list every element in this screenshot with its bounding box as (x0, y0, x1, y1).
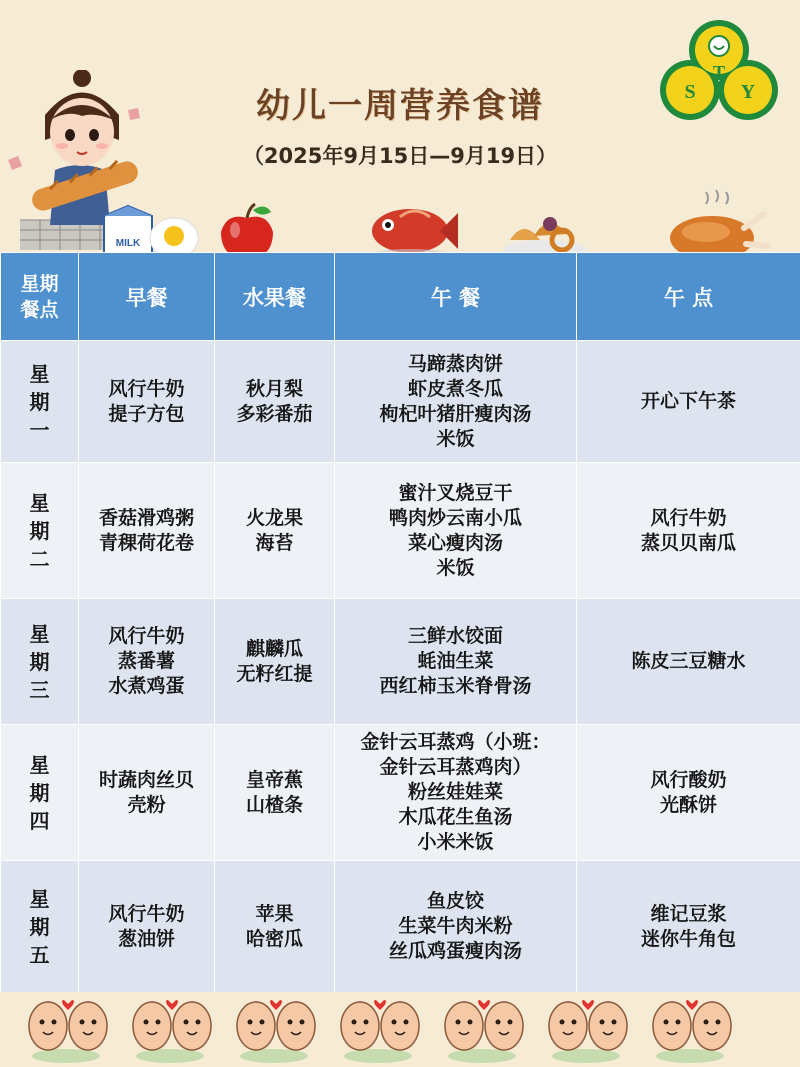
lunch-cell (335, 463, 577, 599)
day-cell (1, 861, 79, 993)
table-header-row (1, 253, 800, 341)
menu-item: 米饭 (436, 556, 475, 579)
menu-item: 菜心瘦肉汤 (407, 531, 503, 554)
day-char: 星 (29, 621, 50, 646)
menu-item: 风行牛奶 (108, 377, 185, 400)
logo-letter-s: S (684, 81, 696, 103)
menu-item: 虾皮煮冬瓜 (407, 377, 503, 400)
menu-item: 开心下午茶 (640, 390, 736, 412)
table-row-tuesday (1, 463, 800, 599)
menu-item: 壳粉 (127, 793, 166, 816)
menu-item: 木瓜花生鱼汤 (398, 806, 513, 828)
menu-item: 小米米饭 (417, 831, 494, 853)
header-fruit: 水果餐 (215, 253, 335, 341)
logo-letter-y: Y (740, 81, 756, 103)
snack-cell (577, 341, 800, 463)
logo-letter-t: T (712, 62, 726, 82)
menu-item: 枸杞叶猪肝瘦肉汤 (379, 402, 532, 425)
menu-item: 多彩番茄 (236, 402, 313, 425)
day-char: 期 (29, 649, 50, 674)
day-char: 期 (29, 518, 50, 543)
day-char: 期 (29, 389, 50, 414)
menu-item: 金针云耳蒸鸡肉） (379, 756, 532, 778)
menu-item: 秋月梨 (245, 377, 303, 400)
menu-item: 金针云耳蒸鸡（小班： (360, 731, 551, 753)
menu-item: 提子方包 (108, 402, 185, 425)
menu-item: 鱼皮饺 (426, 890, 484, 912)
snack-cell (577, 463, 800, 599)
day-cell (1, 341, 79, 463)
menu-item: 丝瓜鸡蛋瘦肉汤 (388, 940, 522, 962)
day-char: 二 (29, 546, 50, 571)
menu-item: 山楂条 (245, 793, 303, 816)
menu-item: 西红柿玉米脊骨汤 (379, 675, 532, 697)
day-char: 星 (29, 752, 50, 777)
menu-item: 皇帝蕉 (245, 768, 303, 791)
header-lunch: 午 餐 (335, 253, 577, 341)
corner-label-day: 星期 (20, 272, 59, 295)
menu-item: 风行牛奶 (108, 625, 185, 647)
menu-item: 风行酸奶 (650, 768, 727, 791)
lunch-cell (335, 725, 577, 861)
menu-item: 蒸贝贝南瓜 (640, 531, 736, 554)
snack-cell (577, 599, 800, 725)
menu-item: 火龙果 (245, 506, 303, 529)
menu-item: 香菇滑鸡粥 (98, 506, 194, 529)
breakfast-cell (79, 861, 215, 993)
table-row-monday (1, 341, 800, 463)
table-row-wednesday (1, 599, 800, 725)
lunch-cell (335, 341, 577, 463)
menu-item: 海苔 (255, 531, 294, 554)
page-title: 幼儿一周营养食谱 (256, 86, 544, 126)
day-char: 期 (29, 914, 50, 939)
lunch-cell (335, 861, 577, 993)
day-char: 五 (29, 942, 50, 967)
fruit-cell (215, 341, 335, 463)
menu-item: 生菜牛肉米粉 (398, 915, 513, 937)
corner-label-meal: 餐点 (20, 298, 59, 321)
day-char: 星 (29, 361, 50, 386)
menu-item: 麒麟瓜 (245, 637, 303, 660)
menu-item: 葱油饼 (117, 927, 175, 950)
day-char: 一 (29, 417, 50, 442)
menu-item: 青稞荷花卷 (98, 531, 194, 554)
fruit-cell (215, 861, 335, 993)
date-range-subtitle: （2025年9月15日—9月19日） (242, 144, 558, 168)
menu-item: 米饭 (436, 427, 475, 450)
menu-item: 三鲜水饺面 (407, 625, 503, 647)
menu-item: 蚝油生菜 (417, 650, 494, 672)
menu-item: 风行牛奶 (108, 902, 185, 925)
menu-item: 粉丝娃娃菜 (407, 781, 503, 803)
menu-item: 迷你牛角包 (640, 927, 736, 950)
snack-cell (577, 725, 800, 861)
day-char: 星 (29, 490, 50, 515)
breakfast-cell (79, 341, 215, 463)
day-char: 三 (29, 677, 50, 702)
header-breakfast: 早餐 (79, 253, 215, 341)
menu-item: 马蹄蒸肉饼 (407, 352, 503, 375)
fruit-cell (215, 725, 335, 861)
snack-cell (577, 861, 800, 993)
menu-item: 陈皮三豆糖水 (631, 650, 746, 672)
menu-item: 哈密瓜 (245, 927, 303, 950)
corner-header (1, 253, 79, 341)
menu-item: 光酥饼 (659, 793, 717, 816)
table-row-thursday (1, 725, 800, 861)
lunch-cell (335, 599, 577, 725)
menu-item: 鸭肉炒云南小瓜 (388, 506, 522, 529)
day-cell (1, 599, 79, 725)
menu-item: 水煮鸡蛋 (108, 675, 185, 697)
fruit-cell (215, 599, 335, 725)
breakfast-cell (79, 599, 215, 725)
breakfast-cell (79, 463, 215, 599)
day-char: 期 (29, 780, 50, 805)
day-char: 星 (29, 886, 50, 911)
header-snack: 午 点 (577, 253, 800, 341)
menu-item: 蒸番薯 (117, 650, 175, 672)
day-cell (1, 463, 79, 599)
day-cell (1, 725, 79, 861)
breakfast-cell (79, 725, 215, 861)
day-char: 四 (29, 808, 50, 833)
weekly-menu-table (0, 252, 800, 993)
menu-item: 风行牛奶 (650, 506, 727, 529)
menu-item: 时蔬肉丝贝 (98, 768, 194, 791)
table-row-friday (1, 861, 800, 993)
menu-item: 蜜汁叉烧豆干 (398, 481, 513, 504)
menu-item: 维记豆浆 (650, 902, 727, 925)
menu-item: 苹果 (255, 902, 294, 925)
svg-text:MILK: MILK (115, 238, 141, 249)
egg-characters-border (0, 992, 800, 1067)
fruit-cell (215, 463, 335, 599)
menu-item: 无籽红提 (236, 662, 313, 685)
